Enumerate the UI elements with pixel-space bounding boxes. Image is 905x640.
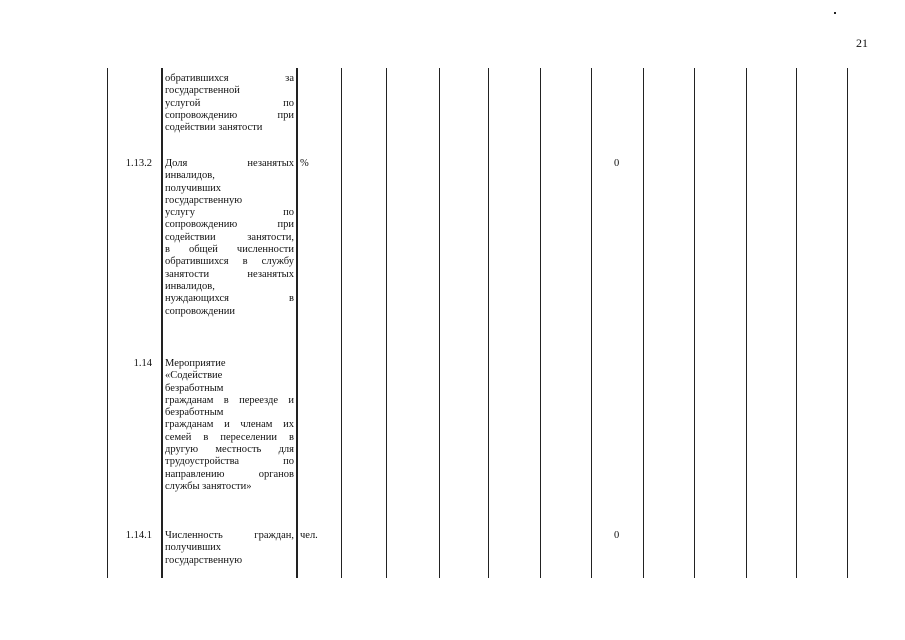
- column-divider: [439, 68, 440, 578]
- description-line: содействии занятости,: [165, 231, 294, 243]
- description-line: гражданам и членам их: [165, 419, 294, 431]
- unit-cell: чел.: [300, 530, 318, 541]
- description-line: услугу по: [165, 207, 294, 219]
- table-border-left: [107, 68, 108, 578]
- description-line: сопровождении: [165, 305, 236, 317]
- column-divider: [694, 68, 695, 578]
- description-line: услугой по: [165, 97, 294, 109]
- column-divider: [591, 68, 592, 578]
- unit-cell: %: [300, 158, 309, 169]
- description-line: семей в переселении в: [165, 431, 294, 443]
- description-line: государственную: [165, 554, 243, 566]
- scan-speck: [834, 12, 836, 14]
- row-number: 1.14: [133, 358, 152, 369]
- description-line: инвалидов,: [165, 170, 215, 182]
- description-line: государственной: [165, 85, 240, 97]
- row-description: [165, 158, 294, 318]
- table-border-right: [847, 68, 848, 578]
- page-number: 21: [856, 36, 868, 50]
- description-line: в общей численности: [165, 244, 294, 256]
- description-line: Мероприятие: [165, 358, 226, 369]
- column-divider: [540, 68, 541, 578]
- column-divider: [746, 68, 747, 578]
- value-cell: 0: [614, 158, 620, 169]
- row-description: [165, 73, 294, 134]
- description-line: получивших: [165, 542, 222, 554]
- description-line: службы занятости»: [165, 480, 252, 492]
- column-divider: [488, 68, 489, 578]
- column-divider: [296, 68, 298, 578]
- description-line: «Содействие: [165, 370, 223, 382]
- description-line: занятости незанятых: [165, 268, 294, 280]
- column-divider: [643, 68, 644, 578]
- column-divider: [386, 68, 387, 578]
- description-line: нуждающихся в: [165, 293, 294, 305]
- description-line: трудоустройства по: [165, 456, 294, 468]
- description-line: Доля незанятых: [165, 158, 294, 169]
- description-line: гражданам в переезде и: [165, 394, 294, 406]
- column-divider: [796, 68, 797, 578]
- row-number: 1.13.2: [125, 158, 152, 169]
- description-line: содействии занятости: [165, 122, 263, 134]
- description-line: безработным: [165, 382, 224, 394]
- row-number: 1.14.1: [125, 530, 152, 541]
- column-divider: [341, 68, 342, 578]
- description-line: направлению органов: [165, 468, 294, 480]
- description-line: сопровождению при: [165, 109, 294, 121]
- description-line: инвалидов,: [165, 280, 215, 292]
- description-line: обратившихся в службу: [165, 256, 294, 268]
- row-description: [165, 530, 294, 567]
- description-line: Численность граждан,: [165, 530, 294, 541]
- column-divider: [161, 68, 163, 578]
- value-cell: 0: [614, 530, 620, 541]
- row-description: [165, 358, 294, 493]
- description-line: сопровождению при: [165, 219, 294, 231]
- description-line: безработным: [165, 407, 224, 419]
- description-line: государственную: [165, 194, 243, 206]
- description-line: обратившихся за: [165, 73, 294, 84]
- description-line: другую местность для: [165, 444, 294, 456]
- description-line: получивших: [165, 182, 222, 194]
